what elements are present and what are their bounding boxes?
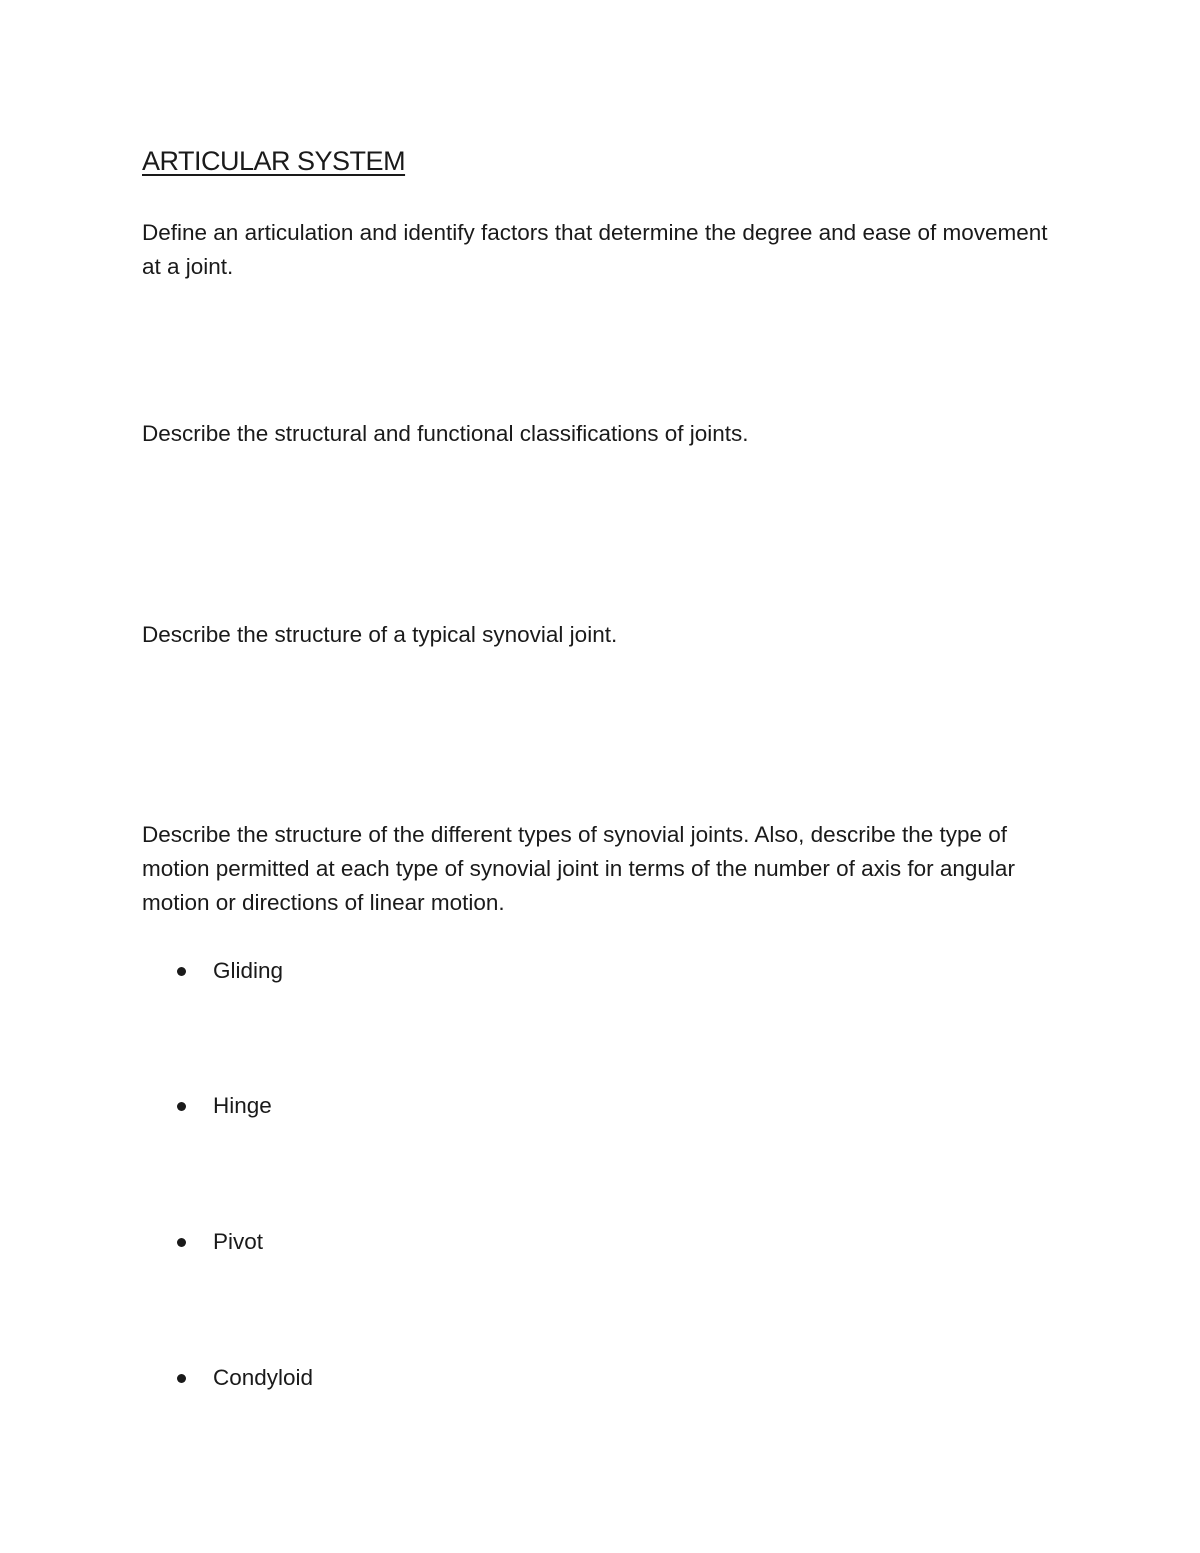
list-item bbox=[175, 1089, 272, 1123]
list-item-label: Pivot bbox=[213, 1229, 264, 1254]
list-item-label: Condyloid bbox=[213, 1365, 314, 1390]
list-item-label: Hinge bbox=[213, 1093, 272, 1118]
list-item bbox=[175, 1225, 263, 1259]
question-articulation: Define an articulation and identify factors that determine the degree and ease of movement at a joint. bbox=[142, 220, 1048, 279]
page-title: ARTICULAR SYSTEM bbox=[142, 146, 406, 176]
list-item bbox=[175, 954, 283, 988]
bullet-icon bbox=[177, 1238, 186, 1247]
list-item-label: Gliding bbox=[213, 958, 284, 983]
list-item bbox=[175, 1361, 313, 1395]
bullet-icon bbox=[177, 967, 186, 976]
question-classifications: Describe the structural and functional classifications of joints. bbox=[142, 421, 749, 446]
question-synovial-types: Describe the structure of the different types of synovial joints. Also, describe the type of motion permitted at each type of synovial joint in terms of the number of axis for angular motion or directions of linear motion. bbox=[142, 822, 1015, 915]
question-synovial-structure: Describe the structure of a typical synovial joint. bbox=[142, 622, 618, 647]
bullet-icon bbox=[177, 1102, 186, 1111]
bullet-icon bbox=[177, 1374, 186, 1383]
